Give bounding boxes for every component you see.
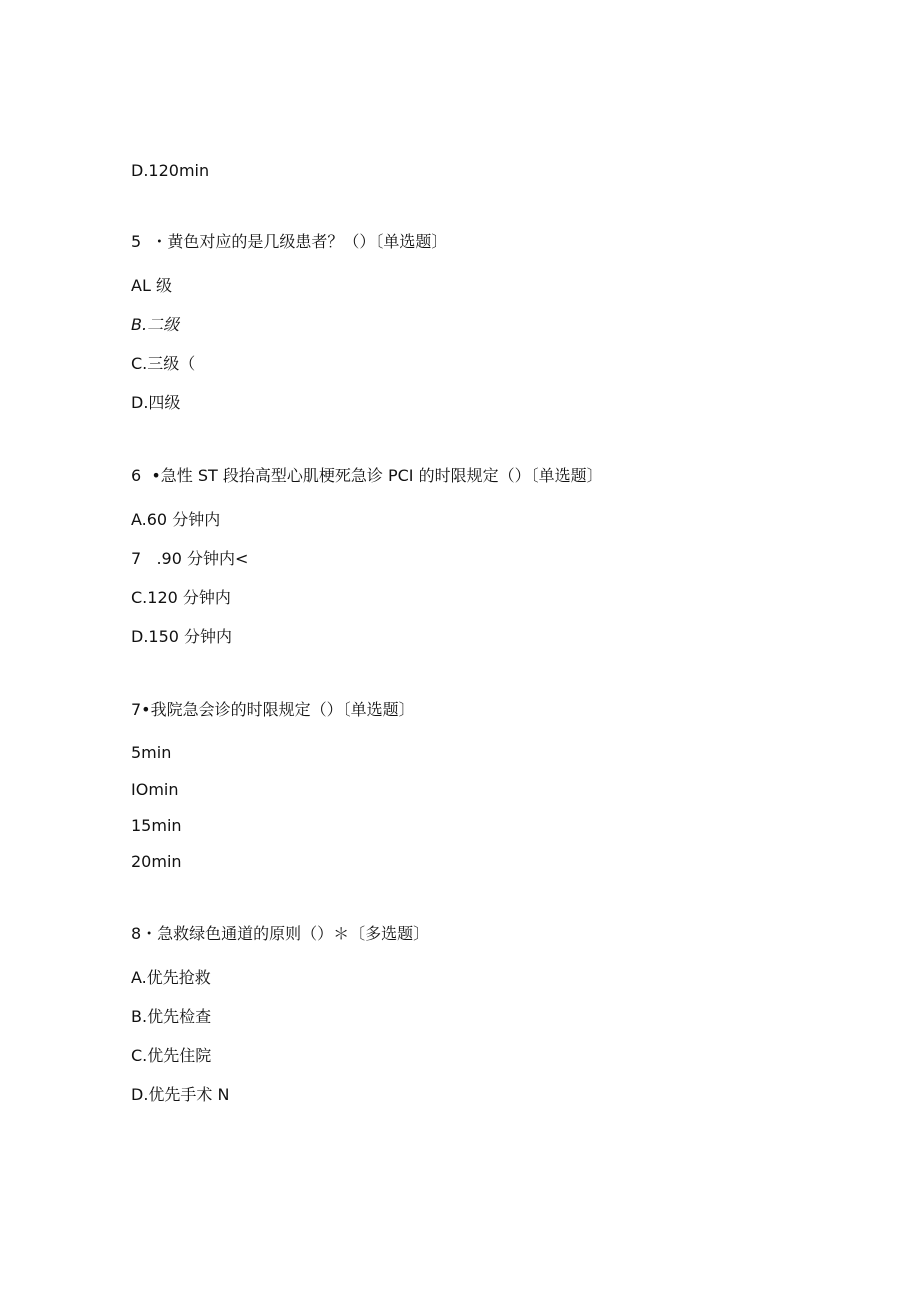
q5-question: 5 ・黄色对应的是几级患者？（）〔单选题〕 <box>131 232 448 251</box>
q8-option-a: A.优先抢救 <box>131 968 211 987</box>
q7-option-d: 20min <box>131 852 182 871</box>
q5-option-d: D.四级 <box>131 393 181 412</box>
q6-option-b: 7 .90 分钟内< <box>131 549 249 568</box>
q6-option-a: A.60 分钟内 <box>131 510 221 529</box>
q8-option-d: D.优先手术 N <box>131 1085 230 1104</box>
q5-option-a: AL 级 <box>131 276 172 295</box>
q5-option-b: B.二级 <box>131 315 180 334</box>
q6-option-d: D.150 分钟内 <box>131 627 233 646</box>
q6-option-c: C.120 分钟内 <box>131 588 231 607</box>
q7-option-a: 5min <box>131 743 172 762</box>
q7-option-b: IOmin <box>131 780 179 799</box>
q7-question: 7•我院急会诊的时限规定（）〔单选题〕 <box>131 700 415 719</box>
q6-question: 6 •急性 ST 段抬高型心肌梗死急诊 PCI 的时限规定（）〔单选题〕 <box>131 466 603 485</box>
q7-option-c: 15min <box>131 816 182 835</box>
q8-option-b: B.优先检查 <box>131 1007 212 1026</box>
q4-option-d: D.120min <box>131 161 210 180</box>
q8-question: 8・急救绿色通道的原则（）＊〔多选题〕 <box>131 924 430 943</box>
q8-option-c: C.优先住院 <box>131 1046 212 1065</box>
q5-option-c: C.三级（ <box>131 354 196 373</box>
